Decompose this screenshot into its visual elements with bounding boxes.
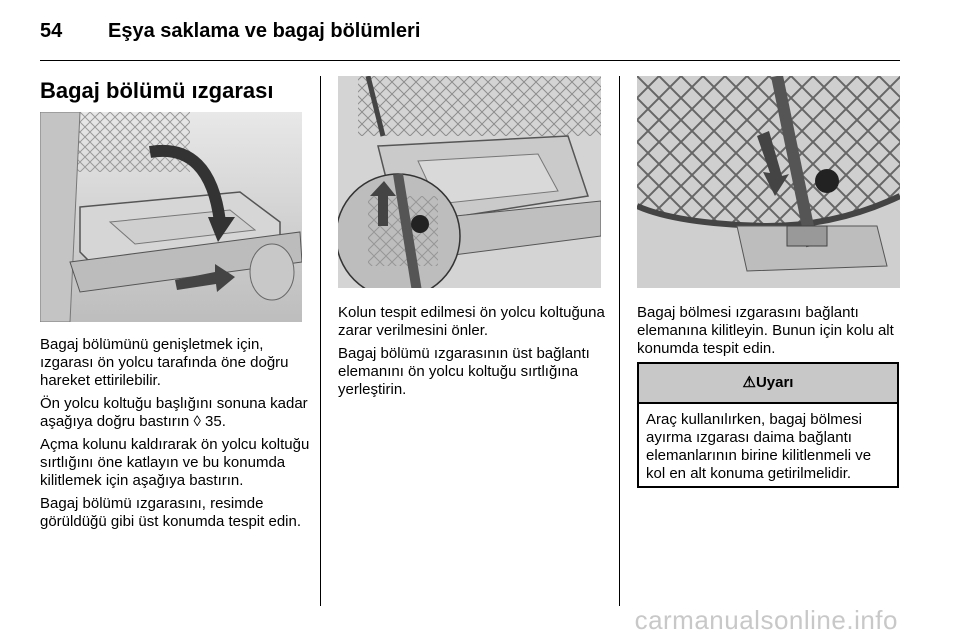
warning-header [639, 364, 897, 404]
paragraph: Açma kolunu kaldırarak ön yolcu koltuğu sırtlığını öne katlayın ve bu konumda kilitlemek için aşağıya bastırın. [40, 436, 310, 489]
page-ref-icon: ◊ [193, 413, 201, 430]
page-ref: 35. [200, 413, 226, 430]
fold-seat-illustration [40, 112, 302, 322]
page-number: 54 [40, 20, 63, 42]
column-divider-2 [619, 76, 620, 606]
running-title: Eşya saklama ve bagaj bölümleri [108, 20, 421, 42]
header-rule [40, 60, 900, 61]
paragraph: Kolun tespit edilmesi ön yolcu koltuğuna zarar verilmesini önler. [338, 304, 605, 339]
column-2-text [338, 304, 606, 404]
page-header [40, 18, 900, 58]
grille-attach-illustration [338, 76, 601, 288]
warning-body: Araç kullanılırken, bagaj bölmesi ayırma ızgarası daima bağlantı elemanlarının birine kilitlenmeli ve kol en alt konuma getirilmelidir. [646, 411, 872, 482]
figure-grille-lock [637, 76, 900, 288]
paragraph: Bagaj bölümü ızgarasının üst bağlantı elemanını ön yolcu koltuğu sırtlığına yerleştirin. [338, 345, 590, 398]
column-1-text [40, 336, 310, 536]
watermark: carmanualsonline.info [634, 605, 898, 635]
warning-box [637, 362, 899, 488]
section-title: Bagaj bölümü ızgarası [40, 78, 274, 103]
warning-icon: ⚠ [742, 374, 756, 391]
paragraph: Bagaj bölümü ızgarasını, resimde görüldüğü gibi üst konumda tespit edin. [40, 495, 302, 530]
paragraph: Bagaj bölmesi ızgarasını bağlantı elemanına kilitleyin. Bunun için kolu alt konumda tespit edin. [637, 304, 894, 357]
paragraph [40, 395, 310, 431]
paragraph: Bagaj bölümünü genişletmek için, ızgarası ön yolcu tarafında öne doğru hareket ettirilebilir. [40, 336, 289, 389]
figure-grille-attach [338, 76, 601, 288]
column-3-text [637, 304, 903, 363]
column-divider-1 [320, 76, 321, 606]
paragraph-text: Ön yolcu koltuğu başlığını sonuna kadar aşağıya doğru bastırın [40, 395, 308, 430]
figure-fold-seat [40, 112, 302, 322]
grille-lock-illustration [637, 76, 900, 288]
warning-title: Uyarı [755, 374, 794, 391]
